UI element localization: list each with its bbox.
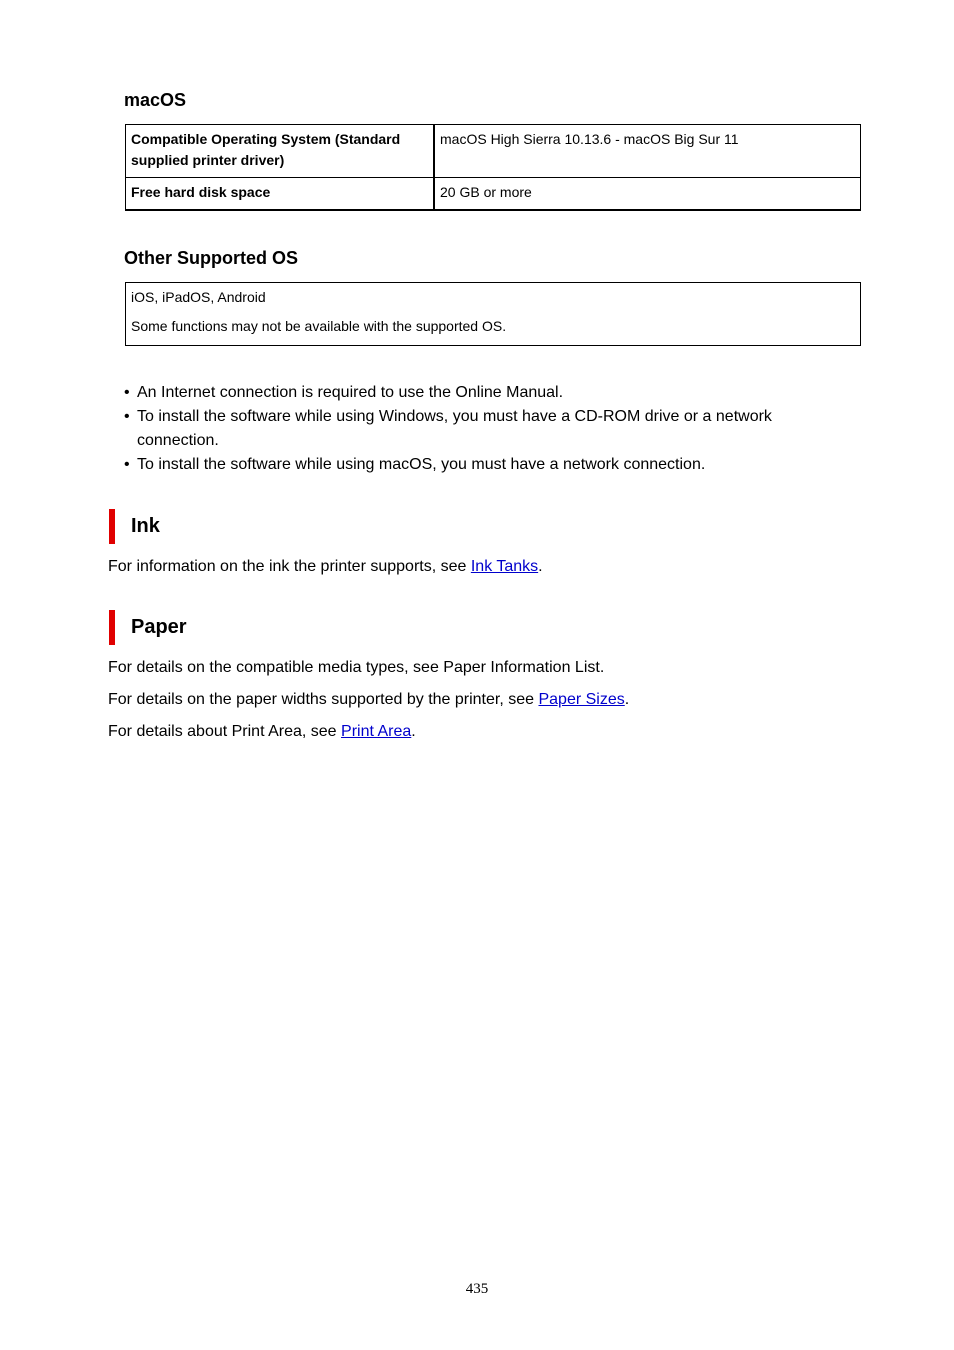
bullet: •	[124, 456, 130, 473]
table-cell-value: macOS High Sierra 10.13.6 - macOS Big Sur 11	[434, 125, 861, 178]
table-row	[126, 125, 861, 178]
macos-heading: macOS	[124, 90, 187, 110]
notes-list	[124, 381, 804, 477]
other-os-box	[125, 282, 861, 346]
paper-sizes-text: For details on the paper widths supported by the printer, see	[108, 691, 539, 708]
paper-sizes-text-end: .	[624, 691, 630, 708]
print-area-link[interactable]: Print Area	[341, 723, 412, 740]
paper-media-paragraph: For details on the compatible media types, see Paper Information List.	[108, 659, 605, 676]
bullet: •	[124, 408, 130, 425]
list-item	[124, 453, 804, 477]
table-cell-label: Compatible Operating System (Standard supplied printer driver)	[126, 125, 435, 178]
print-area-text: For details about Print Area, see	[108, 723, 342, 740]
bullet: •	[124, 384, 130, 401]
note-text: To install the software while using Windows, you must have a CD-ROM drive or a network connection.	[137, 408, 772, 449]
ink-text: For information on the ink the printer supports, see	[108, 558, 471, 575]
other-os-note: Some functions may not be available with the supported OS.	[131, 318, 507, 334]
other-os-list: iOS, iPadOS, Android	[131, 289, 266, 305]
note-text: To install the software while using macOS, you must have a network connection.	[137, 456, 706, 473]
list-item	[124, 405, 804, 453]
print-area-text-end: .	[411, 723, 416, 740]
ink-tanks-link[interactable]: Ink Tanks	[470, 558, 539, 575]
paper-sizes-link[interactable]: Paper Sizes	[538, 691, 625, 708]
ink-paragraph	[108, 557, 543, 577]
print-area-paragraph	[108, 722, 416, 742]
ink-heading: Ink	[109, 509, 160, 544]
table-cell-value: 20 GB or more	[434, 178, 861, 211]
ink-text-end: .	[538, 558, 543, 575]
other-os-heading: Other Supported OS	[124, 248, 299, 268]
note-text: An Internet connection is required to use the Online Manual.	[137, 384, 564, 401]
table-cell-label: Free hard disk space	[126, 178, 435, 211]
paper-sizes-paragraph	[108, 690, 629, 710]
page-number: 435	[465, 1281, 489, 1297]
table-row	[126, 178, 861, 211]
paper-heading: Paper	[109, 610, 187, 645]
list-item	[124, 381, 804, 405]
macos-spec-table	[125, 124, 861, 211]
